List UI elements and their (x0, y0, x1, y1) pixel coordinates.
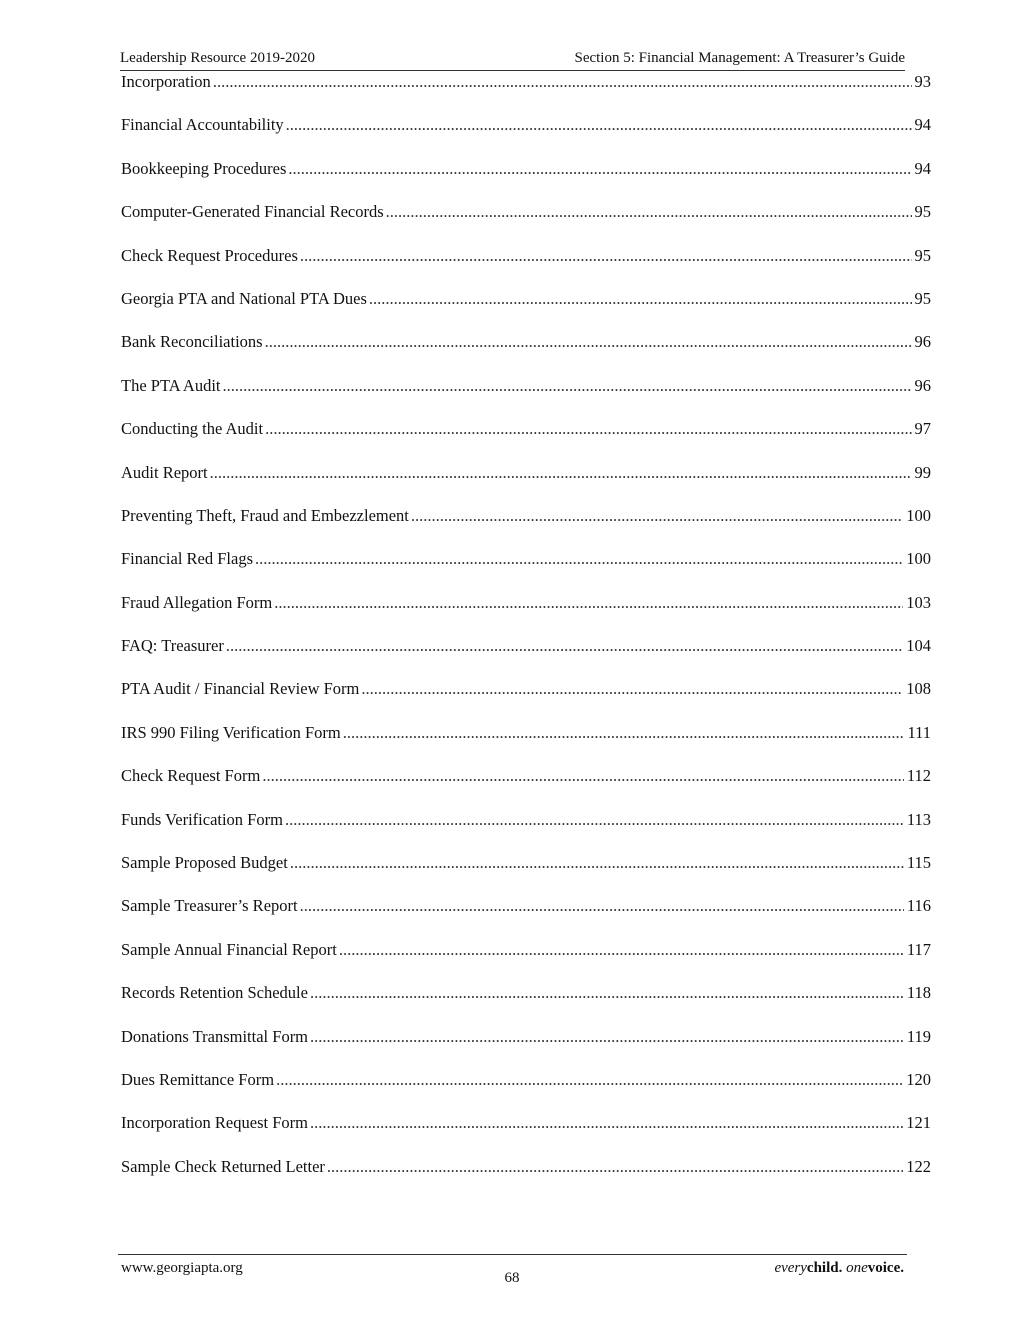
toc-entry-page: 118 (906, 983, 931, 1003)
toc-entry[interactable] (121, 981, 931, 1024)
toc-dot-leader (339, 938, 904, 962)
toc-entry-title: Financial Accountability (121, 115, 284, 135)
footer-slogan (774, 1260, 904, 1277)
toc-dot-leader (310, 1025, 904, 1049)
toc-entry-page: 113 (906, 809, 931, 829)
toc-dot-leader (286, 113, 912, 137)
toc-entry-title: Incorporation Request Form (121, 1113, 308, 1133)
slogan-one: one (846, 1260, 868, 1276)
page-number: 68 (504, 1270, 520, 1286)
toc-entry-page: 95 (914, 202, 931, 222)
toc-dot-leader (343, 721, 905, 745)
toc-dot-leader (265, 330, 912, 354)
toc-entry-title: Sample Annual Financial Report (121, 939, 337, 959)
toc-entry[interactable] (121, 938, 931, 981)
toc-entry-title: Financial Red Flags (121, 549, 253, 569)
toc-dot-leader (327, 1155, 903, 1179)
toc-entry-page: 93 (914, 72, 931, 91)
toc-entry[interactable] (121, 547, 931, 590)
slogan-child: child. (806, 1260, 843, 1276)
toc-entry-title: Computer-Generated Financial Records (121, 202, 384, 222)
toc-dot-leader (223, 374, 912, 398)
toc-dot-leader (411, 504, 903, 528)
toc-entry-page: 100 (906, 505, 931, 525)
toc-dot-leader (369, 287, 912, 311)
toc-dot-leader (386, 200, 912, 224)
toc-entry[interactable] (121, 721, 931, 764)
toc-entry-title: FAQ: Treasurer (121, 636, 224, 656)
toc-entry-title: Donations Transmittal Form (121, 1026, 309, 1046)
toc-entry[interactable] (121, 591, 931, 634)
toc-entry[interactable] (121, 1068, 931, 1111)
toc-entry[interactable] (121, 1025, 931, 1068)
toc-entry[interactable] (121, 808, 931, 851)
toc-entry[interactable] (121, 330, 931, 373)
toc-dot-leader (210, 461, 912, 485)
toc-entry-page: 96 (914, 332, 931, 352)
toc-entry[interactable] (121, 634, 931, 677)
toc-entry-title: Funds Verification Form (121, 809, 283, 829)
toc-entry-page: 95 (914, 288, 931, 308)
toc-entry-page: 119 (906, 1026, 931, 1046)
toc-entry[interactable] (121, 1155, 931, 1198)
toc-entry-title: Audit Report (121, 462, 208, 482)
toc-entry-page: 96 (914, 375, 931, 395)
toc-entry-page: 99 (914, 462, 931, 482)
toc-dot-leader (300, 894, 904, 918)
toc-entry-title: Incorporation (121, 72, 211, 91)
page-header (120, 50, 905, 71)
toc-entry-page: 115 (906, 853, 931, 873)
toc-entry[interactable] (121, 764, 931, 807)
toc-entry-page: 121 (906, 1113, 931, 1133)
toc-dot-leader (300, 244, 912, 268)
toc-entry-page: 97 (914, 419, 931, 439)
toc-entry[interactable] (121, 113, 931, 156)
toc-entry-title: The PTA Audit (121, 375, 221, 395)
toc-entry[interactable] (121, 70, 931, 113)
toc-entry-title: Check Request Form (121, 766, 261, 786)
toc-entry-title: Georgia PTA and National PTA Dues (121, 288, 367, 308)
toc-dot-leader (255, 547, 903, 571)
toc-entry-page: 120 (906, 1069, 931, 1089)
toc-entry[interactable] (121, 894, 931, 937)
slogan-every: every (774, 1260, 807, 1276)
toc-entry-page: 116 (906, 896, 931, 916)
toc-entry[interactable] (121, 417, 931, 460)
toc-entry-title: IRS 990 Filing Verification Form (121, 722, 341, 742)
toc-entry-page: 94 (914, 158, 931, 178)
toc-entry[interactable] (121, 677, 931, 720)
toc-entry-title: Check Request Procedures (121, 245, 298, 265)
toc-entry-page: 95 (914, 245, 931, 265)
toc-entry[interactable] (121, 1111, 931, 1154)
toc-entry-page: 94 (914, 115, 931, 135)
toc-entry-title: Sample Check Returned Letter (121, 1156, 325, 1176)
toc-entry-title: PTA Audit / Financial Review Form (121, 679, 360, 699)
toc-entry-page: 108 (906, 679, 931, 699)
toc-dot-leader (285, 808, 904, 832)
toc-dot-leader (262, 764, 904, 788)
toc-dot-leader (290, 851, 904, 875)
toc-entry[interactable] (121, 200, 931, 243)
toc-dot-leader (274, 591, 903, 615)
toc-entry[interactable] (121, 157, 931, 200)
header-section-title: Section 5: Financial Management: A Treasurer’s Guide (574, 50, 905, 66)
toc-dot-leader (265, 417, 911, 441)
toc-entry-title: Fraud Allegation Form (121, 592, 273, 612)
toc-entry-page: 104 (906, 636, 931, 656)
toc-dot-leader (213, 70, 912, 94)
toc-entry[interactable] (121, 287, 931, 330)
toc-dot-leader (276, 1068, 903, 1092)
toc-entry-title: Conducting the Audit (121, 419, 264, 439)
toc-entry-page: 111 (907, 722, 931, 742)
toc-dot-leader (361, 677, 903, 701)
toc-entry-title: Records Retention Schedule (121, 983, 308, 1003)
toc-entry[interactable] (121, 374, 931, 417)
footer-website: www.georgiapta.org (121, 1260, 243, 1276)
toc-entry-title: Sample Treasurer’s Report (121, 896, 298, 916)
toc-entry-page: 112 (906, 766, 931, 786)
toc-entry-title: Preventing Theft, Fraud and Embezzlement (121, 505, 409, 525)
header-document-title: Leadership Resource 2019-2020 (120, 50, 315, 66)
toc-entry-title: Bank Reconciliations (121, 332, 263, 352)
toc-entry-page: 117 (906, 939, 931, 959)
toc-entry[interactable] (121, 851, 931, 894)
toc-dot-leader (310, 1111, 903, 1135)
toc-entry-title: Bookkeeping Procedures (121, 158, 287, 178)
toc-entry-page: 103 (906, 592, 931, 612)
slogan-voice: voice. (867, 1260, 904, 1276)
toc-entry-page: 122 (906, 1156, 931, 1176)
toc-entry-title: Sample Proposed Budget (121, 853, 288, 873)
toc-entry[interactable] (121, 244, 931, 287)
toc-entry-page: 100 (906, 549, 931, 569)
toc-dot-leader (288, 157, 911, 181)
toc-entry-title: Dues Remittance Form (121, 1069, 275, 1089)
table-of-contents (121, 70, 931, 1198)
footer-divider (118, 1254, 907, 1255)
toc-dot-leader (310, 981, 904, 1005)
toc-entry[interactable] (121, 504, 931, 547)
toc-entry[interactable] (121, 461, 931, 504)
toc-dot-leader (226, 634, 903, 658)
